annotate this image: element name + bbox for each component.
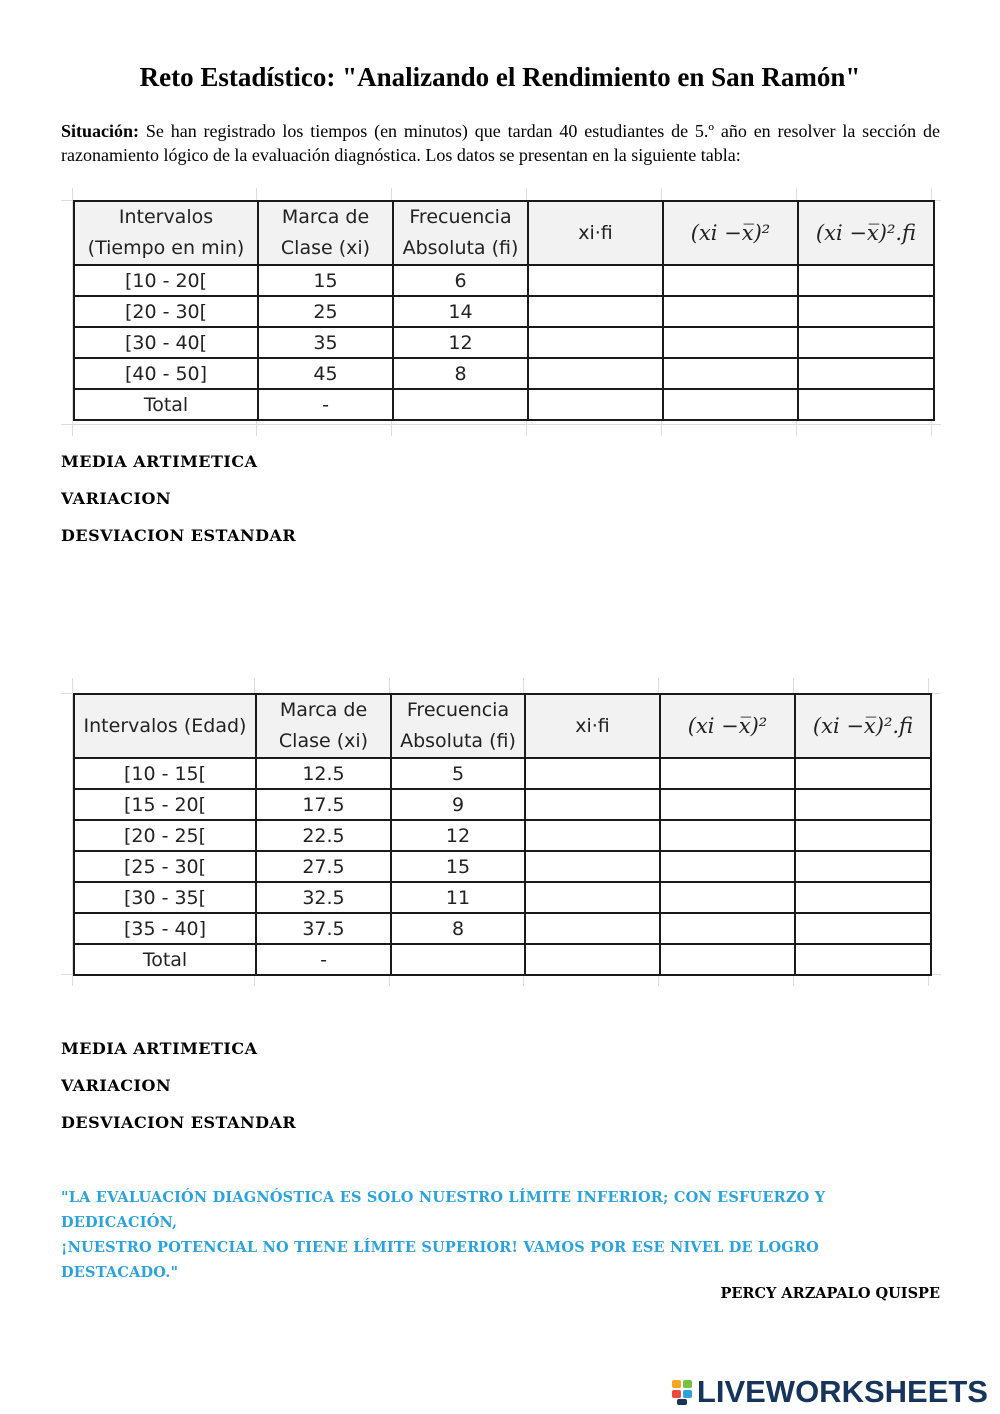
class-mark-cell: 22.5: [256, 820, 391, 851]
xi-fi-cell[interactable]: [525, 758, 660, 789]
total-dev-sq-fi-cell[interactable]: [795, 944, 931, 975]
dev-sq-fi-cell[interactable]: [798, 327, 934, 358]
author-name: PERCY ARZAPALO QUISPE: [720, 1285, 940, 1302]
dev-sq-fi-cell[interactable]: [798, 265, 934, 296]
total-dev-sq-cell[interactable]: [663, 389, 798, 420]
frequency-cell: 12: [393, 327, 528, 358]
stddev-label-1: DESVIACION ESTANDAR: [61, 526, 297, 545]
xi-fi-cell[interactable]: [528, 327, 663, 358]
frequency-cell: 5: [391, 758, 525, 789]
class-mark-cell: 12.5: [256, 758, 391, 789]
dev-sq-cell[interactable]: [660, 820, 795, 851]
liveworksheets-logo: [672, 1374, 988, 1410]
xi-fi-cell[interactable]: [525, 913, 660, 944]
xi-fi-cell[interactable]: [528, 265, 663, 296]
interval-cell: [40 - 50]: [74, 358, 258, 389]
table-row: [74, 913, 931, 944]
total-dev-sq-cell[interactable]: [660, 944, 795, 975]
total-mark: -: [258, 389, 393, 420]
dev-sq-fi-cell[interactable]: [798, 296, 934, 327]
dev-sq-cell[interactable]: [663, 296, 798, 327]
dev-sq-fi-cell[interactable]: [795, 758, 931, 789]
total-row: [74, 944, 931, 975]
frequency-cell: 9: [391, 789, 525, 820]
interval-cell: [20 - 30[: [74, 296, 258, 327]
header-class-mark: Marca de Clase (xi): [256, 694, 391, 758]
header-abs-frequency: Frecuencia Absoluta (fi): [393, 201, 528, 265]
xi-fi-cell[interactable]: [528, 296, 663, 327]
table1-sheet: [61, 188, 941, 436]
table-row: [74, 789, 931, 820]
header-dev-squared: (xi −x̅)²: [660, 694, 795, 758]
motivational-quote: [61, 1185, 941, 1285]
total-dev-sq-fi-cell[interactable]: [798, 389, 934, 420]
class-mark-cell: 35: [258, 327, 393, 358]
dev-sq-cell[interactable]: [663, 265, 798, 296]
header-dev-squared-fi: (xi −x̅)².fi: [798, 201, 934, 265]
table2-sheet: [61, 678, 941, 986]
table-row: [74, 265, 934, 296]
frequency-cell: 15: [391, 851, 525, 882]
dev-sq-fi-cell[interactable]: [795, 820, 931, 851]
xi-fi-cell[interactable]: [525, 851, 660, 882]
dev-sq-cell[interactable]: [660, 758, 795, 789]
dev-sq-fi-cell[interactable]: [795, 913, 931, 944]
table-row: [74, 327, 934, 358]
interval-cell: [10 - 20[: [74, 265, 258, 296]
situation-label: Situación:: [61, 121, 140, 141]
total-mark: -: [256, 944, 391, 975]
variation-label-1: VARIACION: [61, 489, 172, 508]
xi-fi-cell[interactable]: [525, 882, 660, 913]
situation-text: Se han registrado los tiempos (en minutos) que tardan 40 estudiantes de 5.º año en resolver la sección de razonamiento lógico de la evaluación diagnóstica. Los datos se presentan en la siguiente tabla:: [61, 121, 940, 165]
interval-cell: [15 - 20[: [74, 789, 256, 820]
class-mark-cell: 17.5: [256, 789, 391, 820]
situation-paragraph: [61, 119, 940, 167]
header-xi-fi: xi·fi: [525, 694, 660, 758]
header-xi-fi: xi·fi: [528, 201, 663, 265]
interval-cell: [35 - 40]: [74, 913, 256, 944]
total-row: [74, 389, 934, 420]
frequency-cell: 11: [391, 882, 525, 913]
xi-fi-cell[interactable]: [528, 358, 663, 389]
dev-sq-cell[interactable]: [660, 789, 795, 820]
brand-name: LIVEWORKSHEETS: [696, 1374, 988, 1409]
interval-cell: [30 - 40[: [74, 327, 258, 358]
class-mark-cell: 25: [258, 296, 393, 327]
header-dev-squared-fi: (xi −x̅)².fi: [795, 694, 931, 758]
mean-label-1: MEDIA ARTIMETICA: [61, 452, 258, 471]
dev-sq-fi-cell[interactable]: [795, 789, 931, 820]
interval-cell: [10 - 15[: [74, 758, 256, 789]
table-row: [74, 820, 931, 851]
total-label: Total: [74, 944, 256, 975]
dev-sq-fi-cell[interactable]: [798, 358, 934, 389]
total-xi-fi-cell[interactable]: [528, 389, 663, 420]
quote-line-1: "LA EVALUACIÓN DIAGNÓSTICA ES SOLO NUESTRO LÍMITE INFERIOR; CON ESFUERZO Y DEDICACIÓN,: [61, 1189, 826, 1231]
interval-cell: [25 - 30[: [74, 851, 256, 882]
frequency-table-time: [73, 200, 935, 421]
total-frequency-cell[interactable]: [391, 944, 525, 975]
class-mark-cell: 32.5: [256, 882, 391, 913]
dev-sq-cell[interactable]: [663, 358, 798, 389]
frequency-cell: 14: [393, 296, 528, 327]
header-interval: Intervalos (Tiempo en min): [74, 201, 258, 265]
xi-fi-cell[interactable]: [525, 820, 660, 851]
frequency-cell: 8: [391, 913, 525, 944]
dev-sq-cell[interactable]: [663, 327, 798, 358]
variation-label-2: VARIACION: [61, 1076, 172, 1095]
interval-cell: [20 - 25[: [74, 820, 256, 851]
header-dev-squared: (xi −x̅)²: [663, 201, 798, 265]
dev-sq-cell[interactable]: [660, 913, 795, 944]
interval-cell: [30 - 35[: [74, 882, 256, 913]
stddev-label-2: DESVIACION ESTANDAR: [61, 1113, 297, 1132]
table-row: [74, 851, 931, 882]
dev-sq-cell[interactable]: [660, 851, 795, 882]
class-mark-cell: 37.5: [256, 913, 391, 944]
frequency-table-age: [73, 693, 932, 976]
header-class-mark: Marca de Clase (xi): [258, 201, 393, 265]
mean-label-2: MEDIA ARTIMETICA: [61, 1039, 258, 1058]
frequency-cell: 12: [391, 820, 525, 851]
page-title: Reto Estadístico: "Analizando el Rendimiento en San Ramón": [139, 62, 861, 92]
header-interval: Intervalos (Edad): [74, 694, 256, 758]
table-row: [74, 296, 934, 327]
dev-sq-cell[interactable]: [660, 882, 795, 913]
dev-sq-fi-cell[interactable]: [795, 851, 931, 882]
class-mark-cell: 15: [258, 265, 393, 296]
table-row: [74, 882, 931, 913]
total-label: Total: [74, 389, 258, 420]
table-row: [74, 758, 931, 789]
xi-fi-cell[interactable]: [525, 789, 660, 820]
class-mark-cell: 45: [258, 358, 393, 389]
frequency-cell: 6: [393, 265, 528, 296]
total-xi-fi-cell[interactable]: [525, 944, 660, 975]
frequency-cell: 8: [393, 358, 528, 389]
dev-sq-fi-cell[interactable]: [795, 882, 931, 913]
liveworksheets-icon: [672, 1378, 694, 1406]
quote-line-2: ¡NUESTRO POTENCIAL NO TIENE LÍMITE SUPERIOR! VAMOS POR ESE NIVEL DE LOGRO DESTACADO.": [61, 1239, 819, 1281]
header-abs-frequency: Frecuencia Absoluta (fi): [391, 694, 525, 758]
class-mark-cell: 27.5: [256, 851, 391, 882]
total-frequency-cell[interactable]: [393, 389, 528, 420]
table-row: [74, 358, 934, 389]
